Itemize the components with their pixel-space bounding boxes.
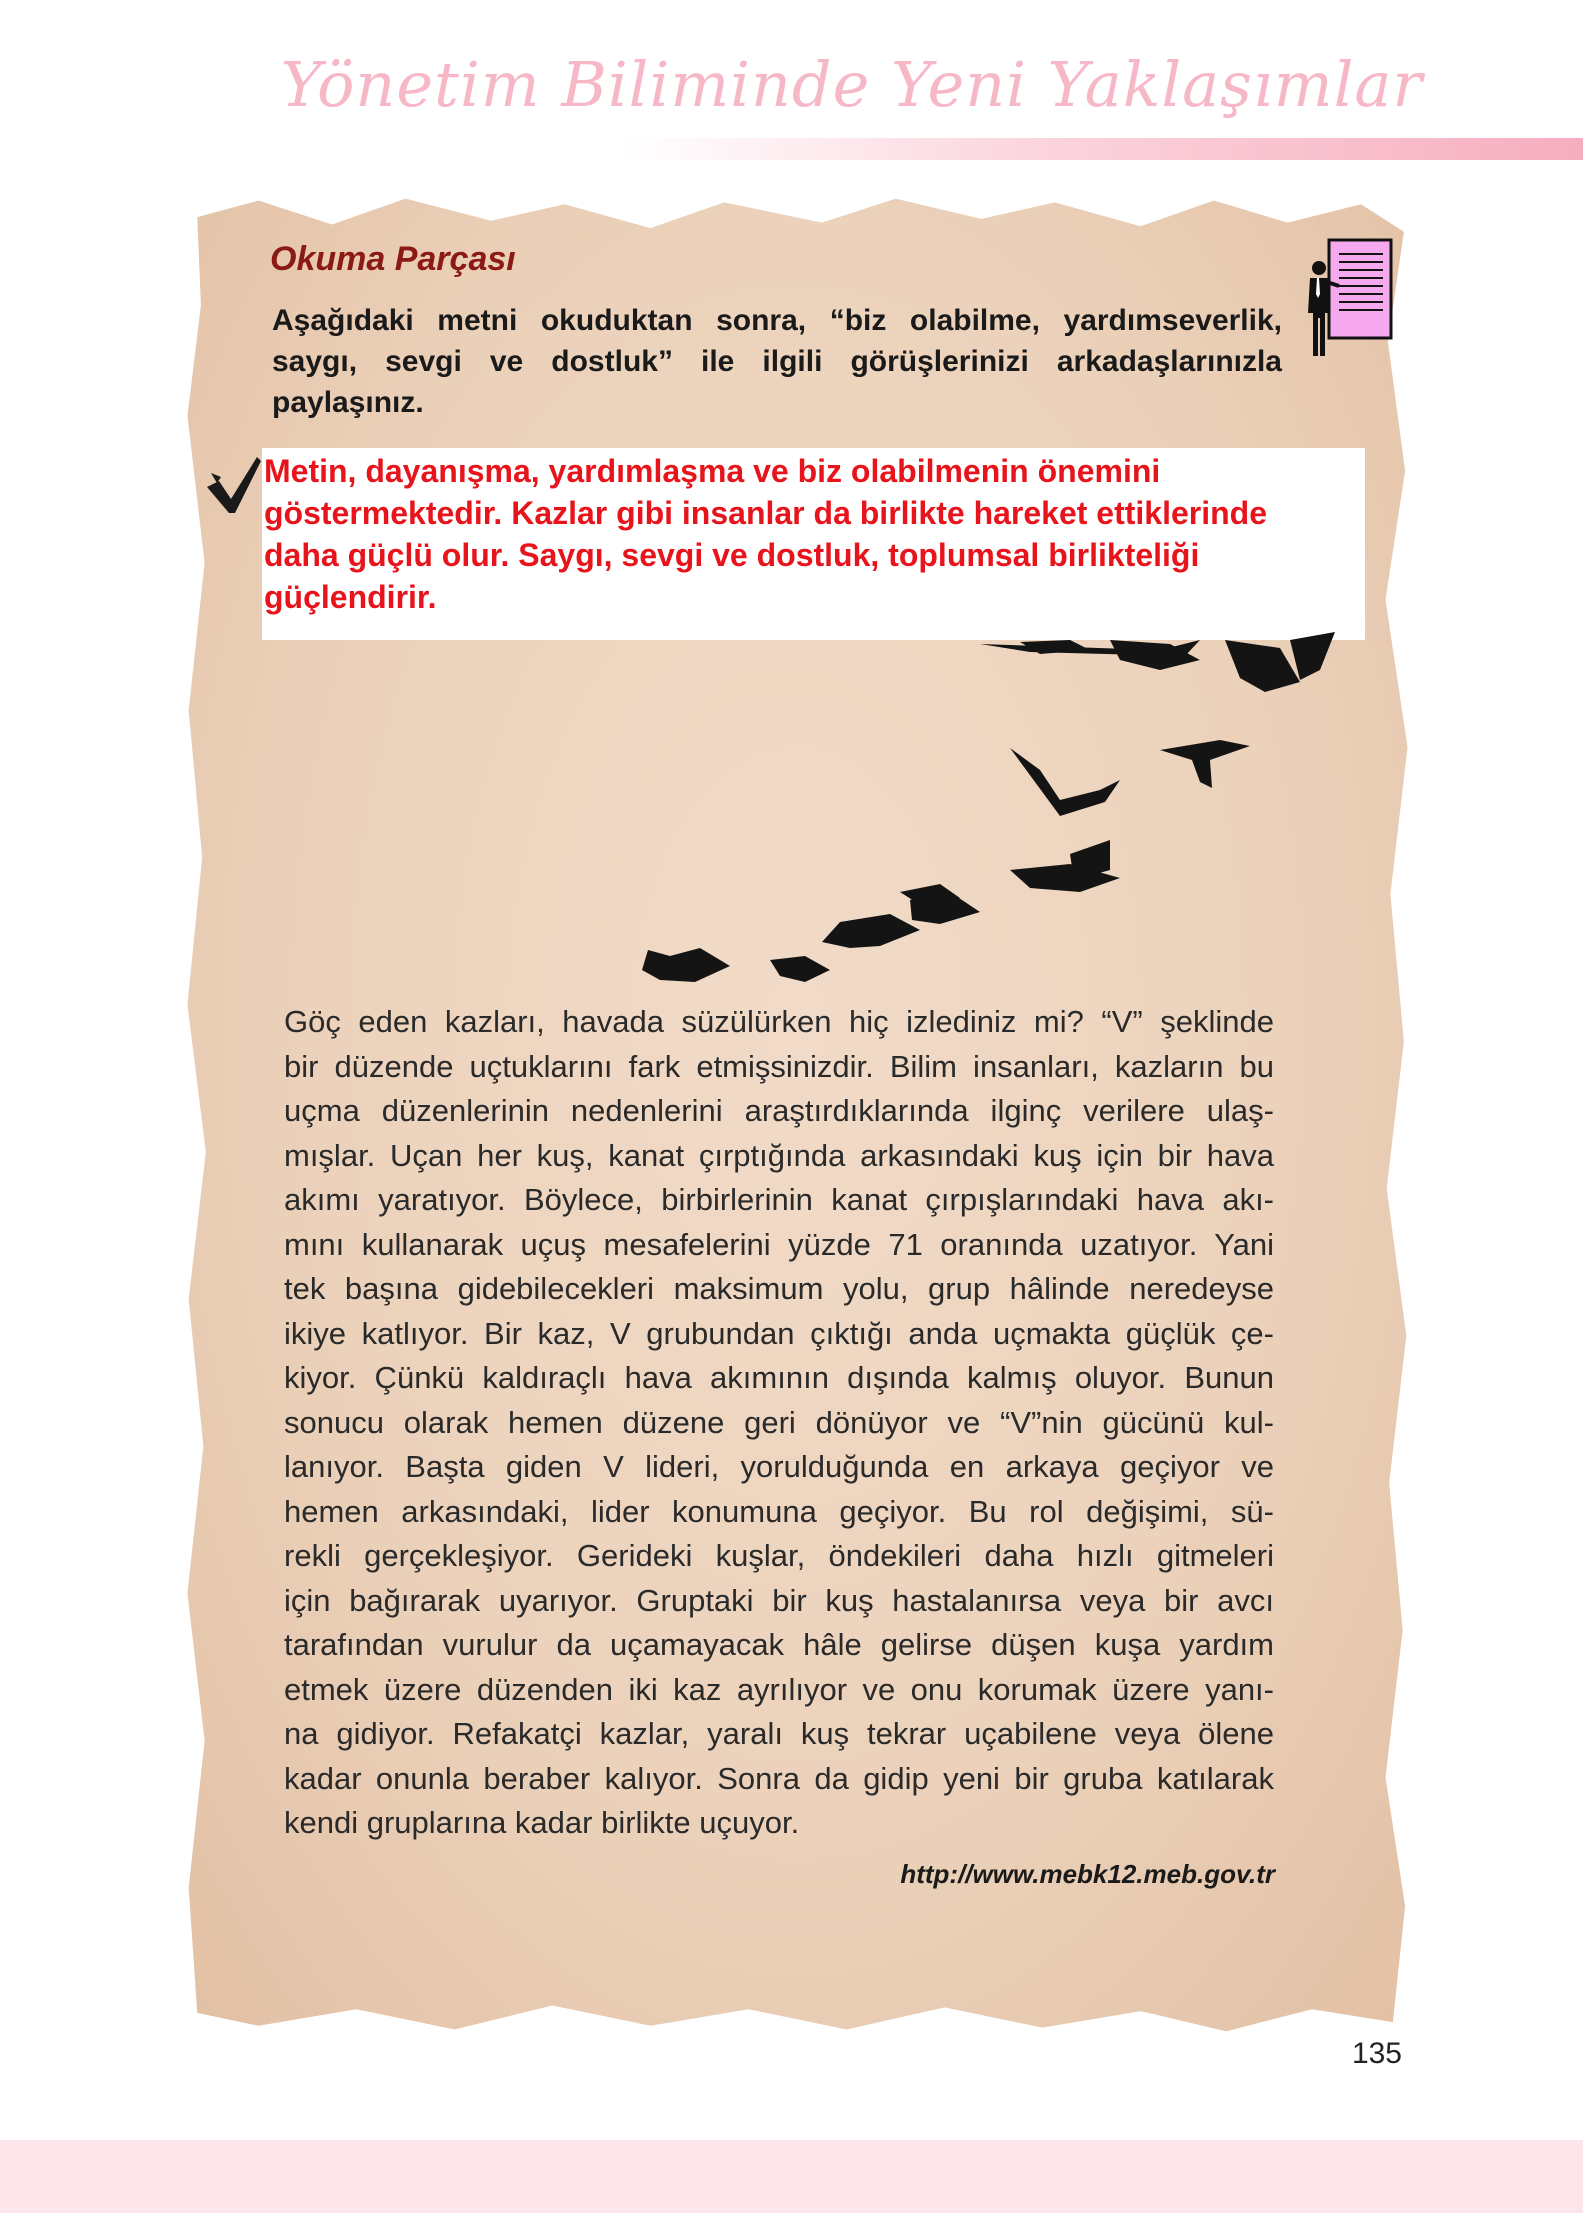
answer-line: güçlendirir.	[264, 579, 437, 615]
body-line: mışlar. Uçan her kuş, kanat çırptığında arkasındaki kuş için bir hava	[284, 1137, 1274, 1173]
body-line: bir düzende uçtuklarını fark etmişsinizdir. Bilim insanları, kazların bu	[284, 1048, 1274, 1084]
instruction-text	[272, 300, 1282, 423]
body-line: kadar onunla beraber kalıyor. Sonra da gidip yeni bir gruba katılarak	[284, 1760, 1274, 1796]
body-line: hemen arkasındaki, lider konumuna geçiyor. Bu rol değişimi, sü-	[284, 1493, 1274, 1529]
running-header-title: Yönetim Biliminde Yeni Yaklaşımlar	[280, 48, 1423, 121]
body-line: etmek üzere düzenden iki kaz ayrılıyor ve onu korumak üzere yanı-	[284, 1671, 1274, 1707]
body-line: ikiye katlıyor. Bir kaz, V grubundan çıktığı anda uçmakta güçlük çe-	[284, 1315, 1274, 1351]
body-line: uçma düzenlerinin nedenlerini araştırdıklarında ilginç verilere ulaş-	[284, 1093, 1274, 1128]
body-line: tarafından vurulur da uçamayacak hâle gelirse düşen kuşa yardım	[284, 1627, 1274, 1662]
body-line: mını kullanarak uçuş mesafelerini yüzde 71 oranında uzatıyor. Yani	[284, 1226, 1274, 1262]
answer-line: daha güçlü olur. Saygı, sevgi ve dostluk, toplumsal birlikteliği	[264, 537, 1200, 573]
body-line: kiyor. Çünkü kaldıraçlı hava akımının dışında kalmış oluyor. Bunun	[284, 1360, 1274, 1395]
presenter-document-icon	[1305, 238, 1393, 358]
body-line: tek başına gidebilecekleri maksimum yolu, grup hâlinde neredeyse	[284, 1271, 1274, 1306]
body-line: kendi gruplarına kadar birlikte uçuyor.	[284, 1805, 800, 1840]
checkmark-icon	[205, 455, 263, 517]
body-line: Göç eden kazları, havada süzülürken hiç izlediniz mi? “V” şeklinde	[284, 1004, 1274, 1039]
answer-line: göstermektedir. Kazlar gibi insanlar da birlikte hareket ettiklerinde	[264, 495, 1268, 531]
body-line: na gidiyor. Refakatçi kazlar, yaralı kuş tekrar uçabilene veya ölene	[284, 1716, 1274, 1751]
body-line: için bağırarak uyarıyor. Gruptaki bir kuş hastalanırsa veya bir avcı	[284, 1582, 1274, 1618]
header-band	[620, 138, 1583, 160]
body-paragraph	[284, 1000, 1274, 1846]
answer-text	[264, 450, 1364, 618]
section-title: Okuma Parçası	[270, 240, 516, 278]
instruction-line: Aşağıdaki metni okuduktan sonra, “biz olabilme, yardımseverlik,	[272, 304, 1282, 337]
answer-line: Metin, dayanışma, yardımlaşma ve biz olabilmenin önemini	[264, 453, 1161, 489]
footer-band	[0, 2140, 1583, 2213]
body-line: sonucu olarak hemen düzene geri dönüyor ve “V”nin gücünü kul-	[284, 1404, 1274, 1440]
page-number: 135	[1351, 2037, 1402, 2070]
body-line: lanıyor. Başta giden V lideri, yorulduğunda en arkaya geçiyor ve	[284, 1449, 1274, 1484]
flying-geese-illustration	[600, 630, 1370, 1000]
instruction-line: paylaşınız.	[272, 386, 424, 419]
body-line: akımı yaratıyor. Böylece, birbirlerinin kanat çırpışlarındaki hava akı-	[284, 1182, 1274, 1217]
source-url: http://www.mebk12.meb.gov.tr	[900, 1859, 1275, 1889]
body-line: rekli gerçekleşiyor. Gerideki kuşlar, öndekileri daha hızlı gitmeleri	[284, 1538, 1274, 1573]
instruction-line: saygı, sevgi ve dostluk” ile ilgili görüşlerinizi arkadaşlarınızla	[272, 345, 1282, 378]
